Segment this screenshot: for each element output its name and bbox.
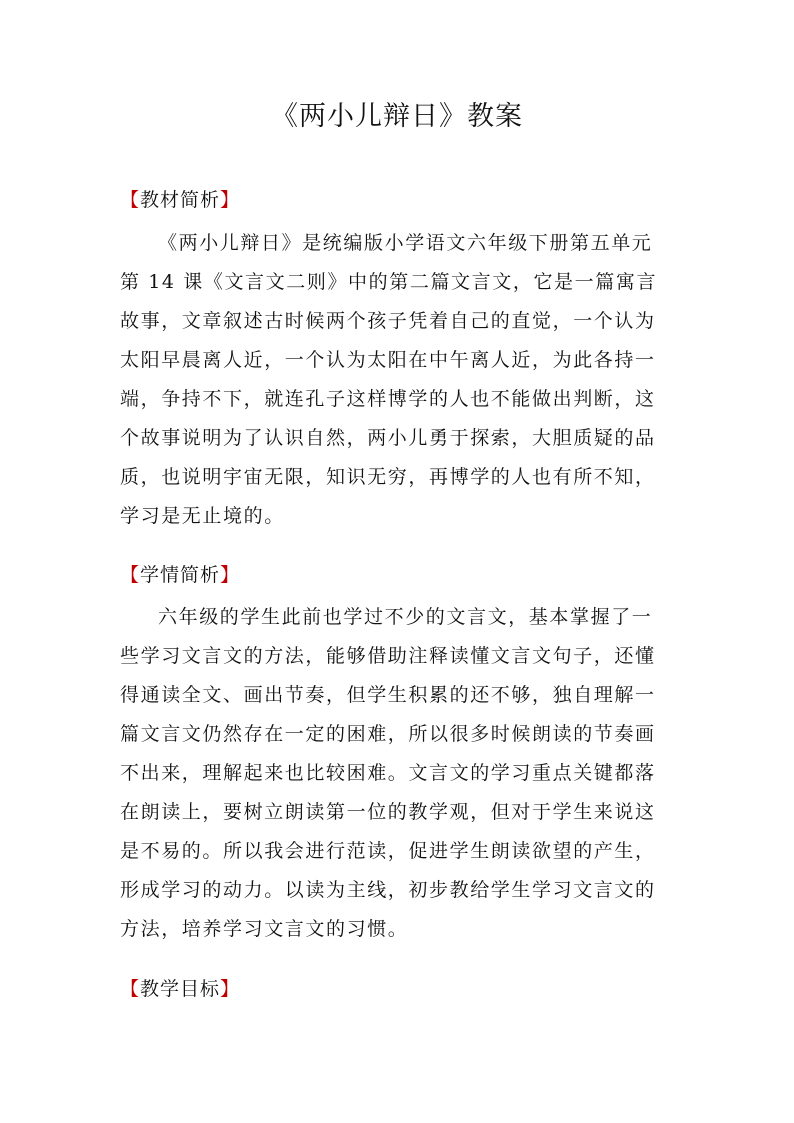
paragraph-line: 太阳早晨离人近，一个认为太阳在中午离人近，为此各持一	[120, 349, 656, 371]
paragraph-line: 在朗读上，要树立朗读第一位的教学观，但对于学生来说这	[120, 801, 656, 823]
section-heading-label: 学情简析	[140, 564, 221, 586]
paragraph-line: 得通读全文、画出节奏，但学生积累的还不够，独自理解一	[120, 684, 656, 706]
paragraph-line: 形成学习的动力。以读为主线，初步教给学生学习文言文的	[120, 879, 656, 901]
section-heading-student-analysis	[120, 560, 240, 590]
bracket-open: 【	[120, 189, 141, 211]
paragraph-line: 六年级的学生此前也学过不少的文言文，基本掌握了一	[158, 606, 653, 628]
section-heading-teaching-goals	[120, 974, 240, 1004]
paragraph-line: 是不易的。所以我会进行范读，促进学生朗读欲望的产生，	[120, 840, 656, 862]
bracket-close: 】	[220, 978, 241, 1000]
paragraph-line: 篇文言文仍然存在一定的困难，所以很多时候朗读的节奏画	[120, 723, 656, 745]
paragraph-line: 质，也说明宇宙无限，知识无穷，再博学的人也有所不知，	[120, 466, 656, 488]
bracket-close: 】	[220, 189, 241, 211]
section-heading-textbook-analysis	[120, 185, 240, 215]
section-heading-label: 教材简析	[140, 189, 221, 211]
paragraph-line: 方法，培养学习文言文的习惯。	[120, 918, 409, 940]
bracket-close: 】	[220, 564, 241, 586]
bracket-open: 【	[120, 564, 141, 586]
document-title: 《两小儿辩日》教案	[271, 101, 523, 132]
paragraph-line: 些学习文言文的方法，能够借助注释读懂文言文句子，还懂	[120, 645, 656, 667]
paragraph-line: 学习是无止境的。	[120, 505, 285, 527]
paragraph-line: 个故事说明为了认识自然，两小儿勇于探索，大胆质疑的品	[120, 427, 656, 449]
section-heading-label: 教学目标	[140, 978, 221, 1000]
bracket-open: 【	[120, 978, 141, 1000]
paragraph-line: 《两小儿辩日》是统编版小学语文六年级下册第五单元	[158, 232, 653, 254]
paragraph-line: 端，争持不下，就连孔子这样博学的人也不能做出判断，这	[120, 388, 656, 410]
paragraph-line: 第 14 课《文言文二则》中的第二篇文言文，它是一篇寓言	[120, 271, 658, 293]
paragraph-line: 不出来，理解起来也比较困难。文言文的学习重点关键都落	[120, 762, 656, 784]
paragraph-line: 故事，文章叙述古时候两个孩子凭着自己的直觉，一个认为	[120, 310, 656, 332]
